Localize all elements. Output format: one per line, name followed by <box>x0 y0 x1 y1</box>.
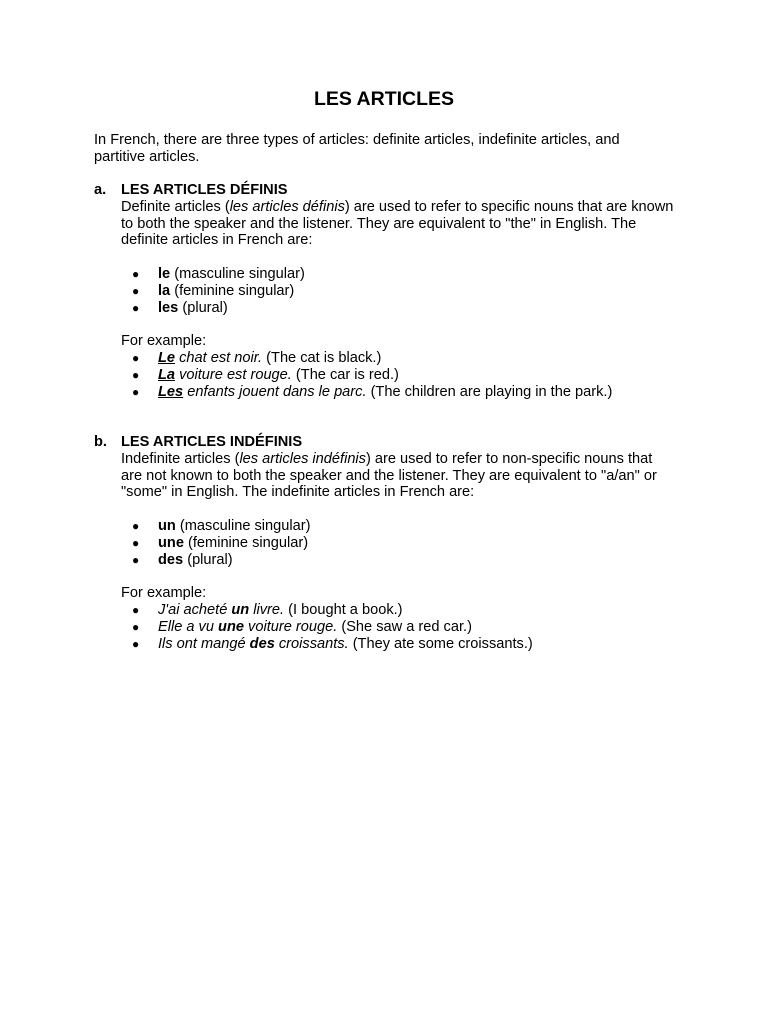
list-item <box>121 300 674 317</box>
article-word: une <box>158 534 184 551</box>
section-heading-text: LES ARTICLES INDÉFINIS <box>121 434 303 450</box>
list-item <box>121 266 674 283</box>
article-word: un <box>158 517 176 534</box>
list-item <box>121 518 674 535</box>
bullet-dot-icon: ● <box>132 350 140 365</box>
bullet-dot-icon: ● <box>132 535 140 550</box>
example-article: un <box>231 601 250 618</box>
example-list <box>121 350 674 400</box>
example-translation: (The children are playing in the park.) <box>366 383 613 400</box>
bullet-dot-icon: ● <box>132 384 140 399</box>
description-text: ) are used to refer to non-specific nouns that are not known to both the speaker and the listener. They are equivalent to "a/an" or "some" in English. The indefinite articles in French are: <box>121 450 657 501</box>
example-article: Les <box>158 383 184 400</box>
article-word: le <box>158 265 171 282</box>
list-item <box>121 535 674 552</box>
example-article: La <box>158 366 176 383</box>
section-marker: b. <box>94 434 107 450</box>
example-sentence: Elle a vu <box>158 618 219 635</box>
example-translation: (The car is red.) <box>291 366 399 383</box>
example-label: For example: <box>121 333 207 350</box>
example-label: For example: <box>121 585 207 602</box>
example-sentence: livre. <box>249 601 285 618</box>
list-item <box>121 283 674 300</box>
section-description <box>121 451 674 501</box>
list-item <box>121 619 674 636</box>
example-article: des <box>249 635 275 652</box>
section-marker: a. <box>94 182 107 198</box>
section-indefinite-articles <box>94 434 674 652</box>
example-sentence: croissants. <box>274 635 349 652</box>
article-meaning: (plural) <box>183 551 233 568</box>
bullet-dot-icon: ● <box>132 266 140 281</box>
example-sentence: enfants jouent dans le parc. <box>183 383 367 400</box>
article-meaning: (feminine singular) <box>183 534 309 551</box>
section-definite-articles <box>94 182 674 400</box>
section-heading <box>94 434 674 451</box>
bullet-dot-icon: ● <box>132 552 140 567</box>
example-translation: (The cat is black.) <box>262 349 382 366</box>
example-list <box>121 602 674 652</box>
article-meaning: (feminine singular) <box>170 282 295 299</box>
bullet-dot-icon: ● <box>132 367 140 382</box>
list-item <box>121 384 674 401</box>
description-text: ) are used to refer to specific nouns that are known to both the speaker and the listener. They are equivalent to "the" in English. The definite articles in French are: <box>121 198 674 249</box>
page-title: LES ARTICLES <box>313 88 455 110</box>
example-translation: (She saw a red car.) <box>337 618 472 635</box>
intro-paragraph: In French, there are three types of articles: definite articles, indefinite articles, and partitive articles. <box>94 132 620 165</box>
example-article: Le <box>158 349 176 366</box>
article-meaning: (plural) <box>178 299 228 316</box>
description-text: Definite articles ( <box>121 198 230 215</box>
example-sentence: Ils ont mangé <box>158 635 250 652</box>
example-sentence: chat est noir. <box>175 349 263 366</box>
list-item <box>121 350 674 367</box>
example-sentence: J'ai acheté <box>158 601 232 618</box>
article-word: les <box>158 299 179 316</box>
bullet-dot-icon: ● <box>132 636 140 651</box>
article-meaning: (masculine singular) <box>175 517 311 534</box>
description-french-term: les articles définis <box>229 198 345 215</box>
section-heading <box>94 182 674 199</box>
article-word: la <box>158 282 171 299</box>
bullet-dot-icon: ● <box>132 518 140 533</box>
bullet-dot-icon: ● <box>132 602 140 617</box>
example-sentence: voiture est rouge. <box>175 366 292 383</box>
article-word: des <box>158 551 184 568</box>
bullet-dot-icon: ● <box>132 283 140 298</box>
example-sentence: voiture rouge. <box>243 618 338 635</box>
list-item <box>121 552 674 569</box>
example-translation: (I bought a book.) <box>284 601 403 618</box>
bullet-dot-icon: ● <box>132 619 140 634</box>
example-translation: (They ate some croissants.) <box>348 635 533 652</box>
list-item <box>121 602 674 619</box>
article-list <box>121 518 674 568</box>
example-article: une <box>218 618 244 635</box>
list-item <box>121 636 674 653</box>
description-french-term: les articles indéfinis <box>239 450 366 467</box>
list-item <box>121 367 674 384</box>
description-text: Indefinite articles ( <box>121 450 240 467</box>
article-list <box>121 266 674 316</box>
section-heading-text: LES ARTICLES DÉFINIS <box>121 182 288 198</box>
bullet-dot-icon: ● <box>132 300 140 315</box>
article-meaning: (masculine singular) <box>170 265 305 282</box>
section-description <box>121 199 674 249</box>
